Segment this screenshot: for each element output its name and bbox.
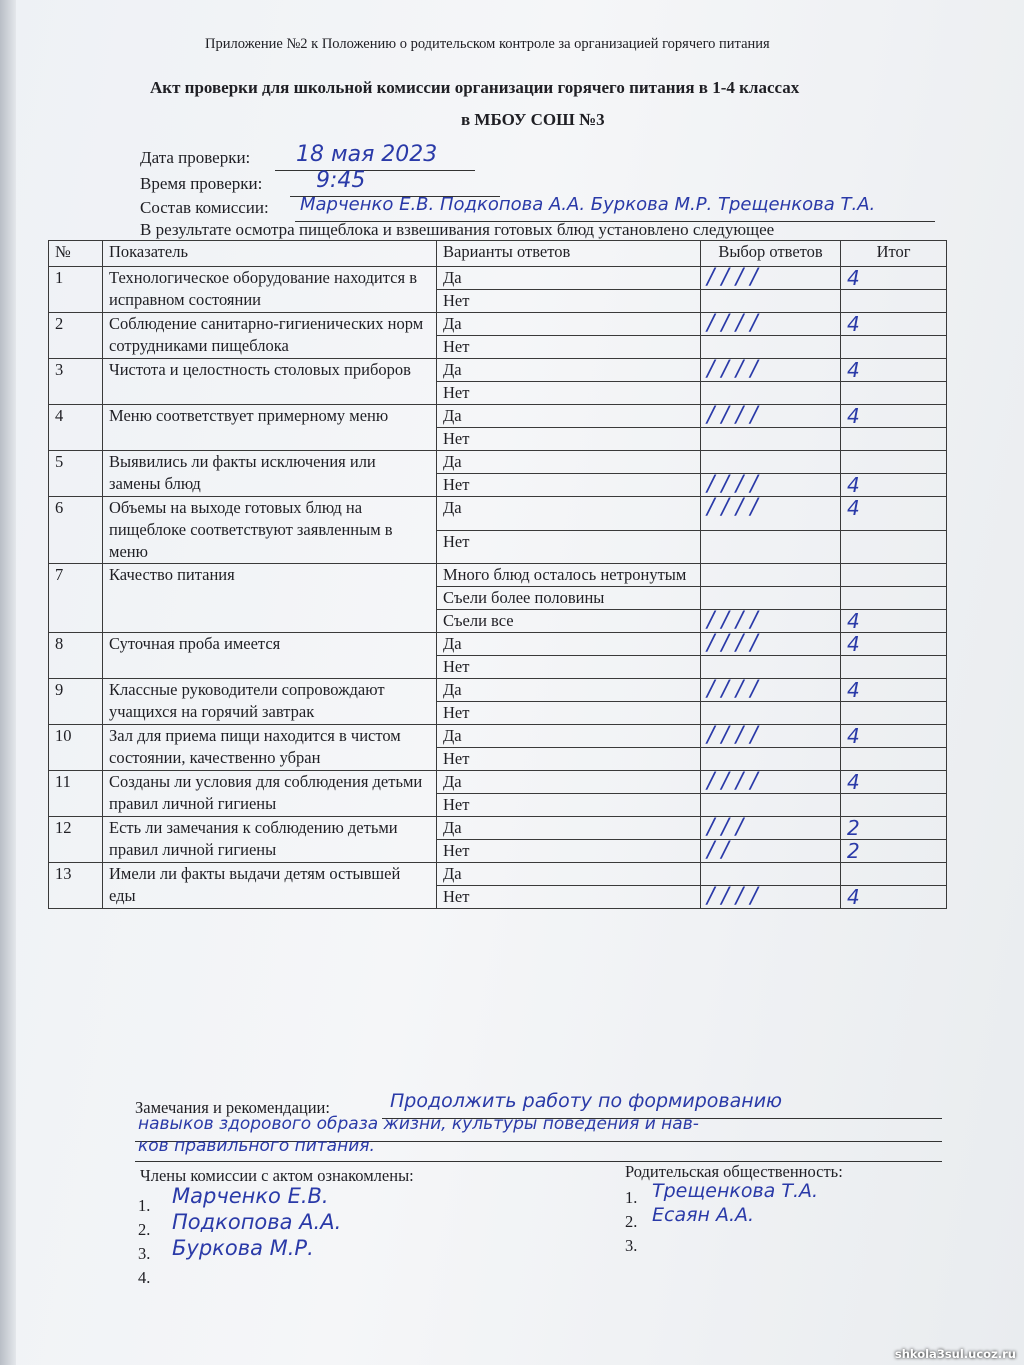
date-underline bbox=[275, 170, 475, 171]
answer-option: Много блюд осталось нетронутым bbox=[437, 564, 701, 587]
row-indicator: Зал для приема пищи находится в чистом состоянии, качественно убран bbox=[103, 725, 437, 771]
col-header-number: № bbox=[49, 241, 103, 267]
table-row bbox=[49, 313, 947, 336]
answer-total: 4 bbox=[841, 771, 947, 794]
answer-option: Нет bbox=[437, 886, 701, 909]
answer-tally: / / / / bbox=[701, 405, 841, 428]
answer-total bbox=[841, 428, 947, 451]
answer-option: Нет bbox=[437, 474, 701, 497]
row-number: 13 bbox=[49, 863, 103, 909]
answer-tally: / / / / bbox=[701, 771, 841, 794]
table-row bbox=[49, 633, 947, 656]
answer-total bbox=[841, 587, 947, 610]
row-number: 8 bbox=[49, 633, 103, 679]
row-number: 9 bbox=[49, 679, 103, 725]
parent-signature-2: Есаян А.А. bbox=[652, 1204, 755, 1226]
row-number: 12 bbox=[49, 817, 103, 863]
answer-tally: / / / / bbox=[701, 497, 841, 531]
table-row bbox=[49, 405, 947, 428]
answer-option: Да bbox=[437, 451, 701, 474]
answer-tally bbox=[701, 863, 841, 886]
answer-total: 4 bbox=[841, 679, 947, 702]
answer-tally: / / / / bbox=[701, 313, 841, 336]
answer-tally bbox=[701, 702, 841, 725]
answer-total bbox=[841, 290, 947, 313]
answer-tally: / / / / bbox=[701, 474, 841, 497]
row-indicator: Чистота и целостность столовых приборов bbox=[103, 359, 437, 405]
answer-total: 4 bbox=[841, 725, 947, 748]
table-row bbox=[49, 817, 947, 840]
answer-option: Нет bbox=[437, 656, 701, 679]
parents-label: Родительская общественность: bbox=[625, 1162, 843, 1181]
answer-tally bbox=[701, 794, 841, 817]
answer-tally: / / / / bbox=[701, 886, 841, 909]
answer-option: Нет bbox=[437, 702, 701, 725]
answer-option: Да bbox=[437, 817, 701, 840]
row-number: 4 bbox=[49, 405, 103, 451]
answer-tally bbox=[701, 748, 841, 771]
answer-total bbox=[841, 748, 947, 771]
intro-text: В результате осмотра пищеблока и взвешивания готовых блюд установлено следующее bbox=[140, 220, 775, 239]
time-label: Время проверки: bbox=[140, 174, 263, 193]
document-title: Акт проверки для школьной комиссии организации горячего питания в 1-4 классах bbox=[150, 78, 800, 97]
parent-signature-1: Трещенкова Т.А. bbox=[652, 1180, 819, 1202]
row-number: 10 bbox=[49, 725, 103, 771]
row-number: 6 bbox=[49, 497, 103, 564]
row-indicator: Выявились ли факты исключения или замены блюд bbox=[103, 451, 437, 497]
row-indicator: Классные руководители сопровождают учащихся на горячий завтрак bbox=[103, 679, 437, 725]
member-num-3: 3. bbox=[138, 1244, 151, 1263]
time-value: 9:45 bbox=[316, 168, 366, 193]
members-label: Члены комиссии с актом ознакомлены: bbox=[140, 1166, 414, 1185]
answer-option: Нет bbox=[437, 748, 701, 771]
answer-tally bbox=[701, 656, 841, 679]
answer-option: Нет bbox=[437, 336, 701, 359]
answer-tally bbox=[701, 564, 841, 587]
parent-num-2: 2. bbox=[625, 1212, 638, 1231]
row-number: 7 bbox=[49, 564, 103, 633]
answer-option: Съели более половины bbox=[437, 587, 701, 610]
page-edge-shadow bbox=[0, 0, 16, 1365]
answer-option: Да bbox=[437, 679, 701, 702]
answer-tally: / / / / bbox=[701, 633, 841, 656]
member-signature-2: Подкопова А.А. bbox=[172, 1210, 342, 1234]
member-num-1: 1. bbox=[138, 1196, 151, 1215]
row-indicator: Есть ли замечания к соблюдению детьми правил личной гигиены bbox=[103, 817, 437, 863]
document-subtitle: в МБОУ СОШ №3 bbox=[461, 110, 605, 129]
col-header-choices: Выбор ответов bbox=[701, 241, 841, 267]
row-indicator: Технологическое оборудование находится в исправном состоянии bbox=[103, 267, 437, 313]
answer-tally bbox=[701, 428, 841, 451]
table-row bbox=[49, 771, 947, 794]
answer-tally bbox=[701, 382, 841, 405]
table-row bbox=[49, 863, 947, 886]
answer-total bbox=[841, 702, 947, 725]
remarks-handwritten-3: ков правильного питания. bbox=[138, 1136, 375, 1156]
answer-option: Да bbox=[437, 725, 701, 748]
row-number: 2 bbox=[49, 313, 103, 359]
remarks-handwritten-1: Продолжить работу по формированию bbox=[390, 1090, 783, 1112]
answer-option: Нет bbox=[437, 382, 701, 405]
answer-option: Да bbox=[437, 405, 701, 428]
answer-total: 4 bbox=[841, 267, 947, 290]
answer-tally: / / / / bbox=[701, 359, 841, 382]
answer-option: Нет bbox=[437, 794, 701, 817]
answer-total: 4 bbox=[841, 313, 947, 336]
row-indicator: Соблюдение санитарно-гигиенических норм сотрудниками пищеблока bbox=[103, 313, 437, 359]
table-row bbox=[49, 359, 947, 382]
answer-tally: / / bbox=[701, 840, 841, 863]
answer-tally: / / / / bbox=[701, 679, 841, 702]
answer-tally: / / / / bbox=[701, 725, 841, 748]
row-indicator: Объемы на выходе готовых блюд на пищеблоке соответствуют заявленным в меню bbox=[103, 497, 437, 564]
answer-option: Нет bbox=[437, 428, 701, 451]
table-row bbox=[49, 451, 947, 474]
table-row bbox=[49, 267, 947, 290]
answer-total bbox=[841, 451, 947, 474]
col-header-indicator: Показатель bbox=[103, 241, 437, 267]
watermark: shkola3sul.ucoz.ru bbox=[894, 1347, 1016, 1361]
parent-num-1: 1. bbox=[625, 1188, 638, 1207]
appendix-note: Приложение №2 к Положению о родительском контроле за организацией горячего питания bbox=[205, 36, 770, 52]
answer-total: 4 bbox=[841, 610, 947, 633]
answer-option: Съели все bbox=[437, 610, 701, 633]
answer-option: Нет bbox=[437, 290, 701, 313]
answer-tally bbox=[701, 530, 841, 564]
row-indicator: Меню соответствует примерному меню bbox=[103, 405, 437, 451]
member-num-2: 2. bbox=[138, 1220, 151, 1239]
row-number: 11 bbox=[49, 771, 103, 817]
answer-total: 2 bbox=[841, 817, 947, 840]
answer-option: Да bbox=[437, 863, 701, 886]
member-signature-3: Буркова М.Р. bbox=[172, 1236, 314, 1260]
parent-num-3: 3. bbox=[625, 1236, 638, 1255]
answer-option: Да bbox=[437, 359, 701, 382]
table-row bbox=[49, 679, 947, 702]
answer-tally: / / / / bbox=[701, 267, 841, 290]
row-indicator: Созданы ли условия для соблюдения детьми правил личной гигиены bbox=[103, 771, 437, 817]
remarks-label: Замечания и рекомендации: bbox=[135, 1098, 330, 1117]
row-indicator: Имели ли факты выдачи детям остывшей еды bbox=[103, 863, 437, 909]
table-row bbox=[49, 564, 947, 587]
answer-total bbox=[841, 530, 947, 564]
answer-option: Нет bbox=[437, 840, 701, 863]
member-num-4: 4. bbox=[138, 1268, 151, 1287]
row-indicator: Качество питания bbox=[103, 564, 437, 633]
remarks-handwritten-2: навыков здорового образа жизни, культуры поведения и нав- bbox=[138, 1114, 699, 1134]
member-signature-1: Марченко Е.В. bbox=[172, 1184, 329, 1208]
row-indicator: Суточная проба имеется bbox=[103, 633, 437, 679]
commission-label: Состав комиссии: bbox=[140, 198, 269, 217]
answer-total bbox=[841, 656, 947, 679]
answer-option: Нет bbox=[437, 530, 701, 564]
table-header-row bbox=[49, 241, 947, 267]
answer-total: 4 bbox=[841, 359, 947, 382]
answer-total bbox=[841, 794, 947, 817]
commission-value: Марченко Е.В. Подкопова А.А. Буркова М.Р. Трещенкова Т.А. bbox=[300, 194, 876, 215]
answer-tally bbox=[701, 336, 841, 359]
row-number: 3 bbox=[49, 359, 103, 405]
answer-total bbox=[841, 564, 947, 587]
inspection-table bbox=[48, 240, 947, 909]
answer-option: Да bbox=[437, 771, 701, 794]
answer-tally bbox=[701, 290, 841, 313]
answer-option: Да bbox=[437, 313, 701, 336]
col-header-options: Варианты ответов bbox=[437, 241, 701, 267]
answer-total: 4 bbox=[841, 405, 947, 428]
row-number: 5 bbox=[49, 451, 103, 497]
answer-total bbox=[841, 863, 947, 886]
table-row bbox=[49, 497, 947, 531]
table-row bbox=[49, 725, 947, 748]
answer-option: Да bbox=[437, 633, 701, 656]
answer-tally bbox=[701, 451, 841, 474]
answer-total: 4 bbox=[841, 497, 947, 531]
answer-total: 4 bbox=[841, 474, 947, 497]
col-header-total: Итог bbox=[841, 241, 947, 267]
answer-total bbox=[841, 382, 947, 405]
row-number: 1 bbox=[49, 267, 103, 313]
answer-option: Да bbox=[437, 267, 701, 290]
answer-tally: / / / bbox=[701, 817, 841, 840]
answer-tally bbox=[701, 587, 841, 610]
date-label: Дата проверки: bbox=[140, 148, 251, 167]
answer-option: Да bbox=[437, 497, 701, 531]
answer-total: 4 bbox=[841, 886, 947, 909]
answer-tally: / / / / bbox=[701, 610, 841, 633]
answer-total: 2 bbox=[841, 840, 947, 863]
answer-total: 4 bbox=[841, 633, 947, 656]
date-value: 18 мая 2023 bbox=[296, 142, 438, 167]
answer-total bbox=[841, 336, 947, 359]
